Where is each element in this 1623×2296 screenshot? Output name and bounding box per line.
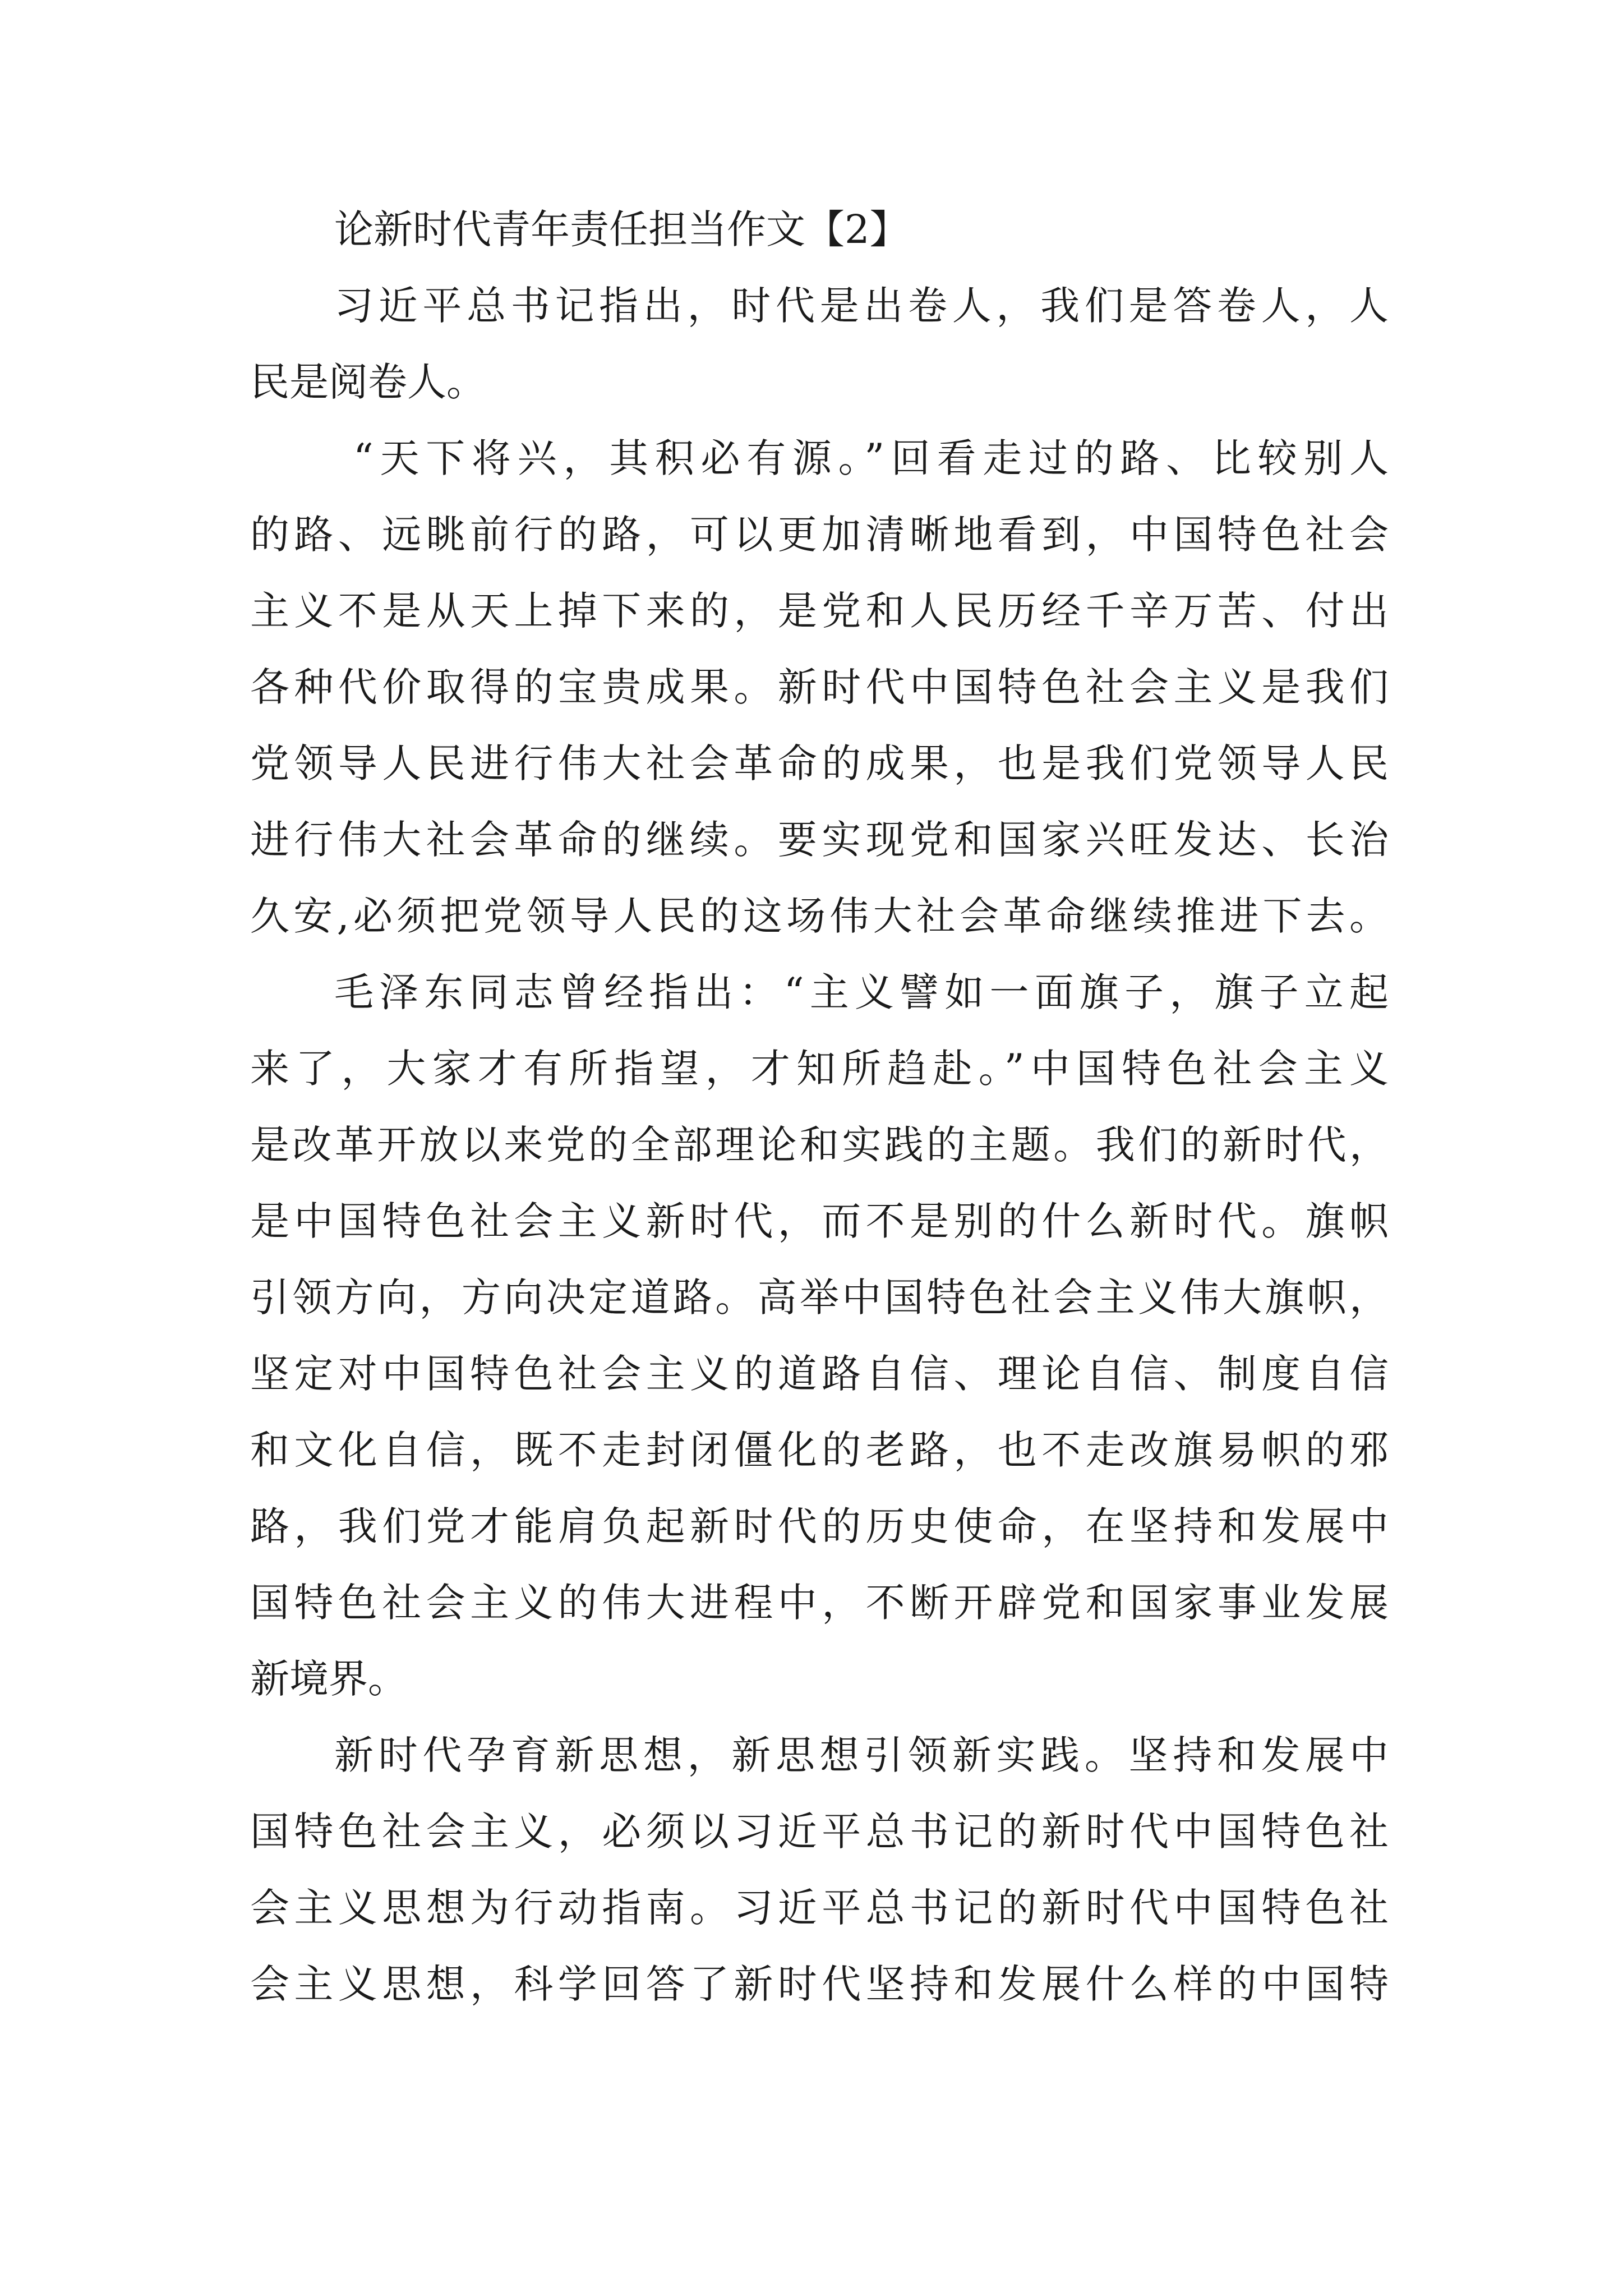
paragraph-line: 来了，大家才有所指望，才知所趋赴。”中国特色社会主义 [250,1046,1389,1092]
paragraph-line: 新时代孕育新思想，新思想引领新实践。坚持和发展中 [334,1732,1389,1778]
paragraph-line: 会主义思想，科学回答了新时代坚持和发展什么样的中国特 [250,1961,1389,2007]
paragraph-line: “天下将兴，其积必有源。”回看走过的路、比较别人 [353,435,1389,481]
paragraph-line: 进行伟大社会革命的继续。要实现党和国家兴旺发达、长治 [250,817,1389,863]
paragraph-line: 各种代价取得的宝贵成果。新时代中国特色社会主义是我们 [250,664,1389,710]
paragraph-line: 会主义思想为行动指南。习近平总书记的新时代中国特色社 [250,1885,1389,1931]
paragraph-line: 路，我们党才能肩负起新时代的历史使命，在坚持和发展中 [250,1503,1389,1549]
paragraph-line: 民是阅卷人。 [250,359,486,405]
paragraph-line: 习近平总书记指出，时代是出卷人，我们是答卷人，人 [334,283,1389,329]
paragraph-line: 和文化自信，既不走封闭僵化的老路，也不走改旗易帜的邪 [250,1427,1389,1473]
paragraph-line: 党领导人民进行伟大社会革命的成果，也是我们党领导人民 [250,740,1389,786]
paragraph-line: 坚定对中国特色社会主义的道路自信、理论自信、制度自信 [250,1351,1389,1397]
paragraph-line: 国特色社会主义，必须以习近平总书记的新时代中国特色社 [250,1809,1389,1855]
paragraph-line: 新境界。 [250,1656,407,1702]
paragraph-line: 是中国特色社会主义新时代，而不是别的什么新时代。旗帜 [250,1198,1389,1244]
paragraph-line: 主义不是从天上掉下来的，是党和人民历经千辛万苦、付出 [250,588,1389,634]
paragraph-line: 引领方向，方向决定道路。高举中国特色社会主义伟大旗帜， [250,1274,1389,1320]
paragraph-line: 毛泽东同志曾经指出：“主义譬如一面旗子，旗子立起 [334,969,1389,1015]
paragraph-line: 是改革开放以来党的全部理论和实践的主题。我们的新时代， [250,1122,1389,1168]
paragraph-line: 久安,必须把党领导人民的这场伟大社会革命继续推进下去。 [250,893,1389,939]
document-title: 论新时代青年责任担当作文【2】 [334,206,909,252]
paragraph-line: 的路、远眺前行的路，可以更加清晰地看到，中国特色社会 [250,512,1389,558]
paragraph-line: 国特色社会主义的伟大进程中，不断开辟党和国家事业发展 [250,1580,1389,1626]
